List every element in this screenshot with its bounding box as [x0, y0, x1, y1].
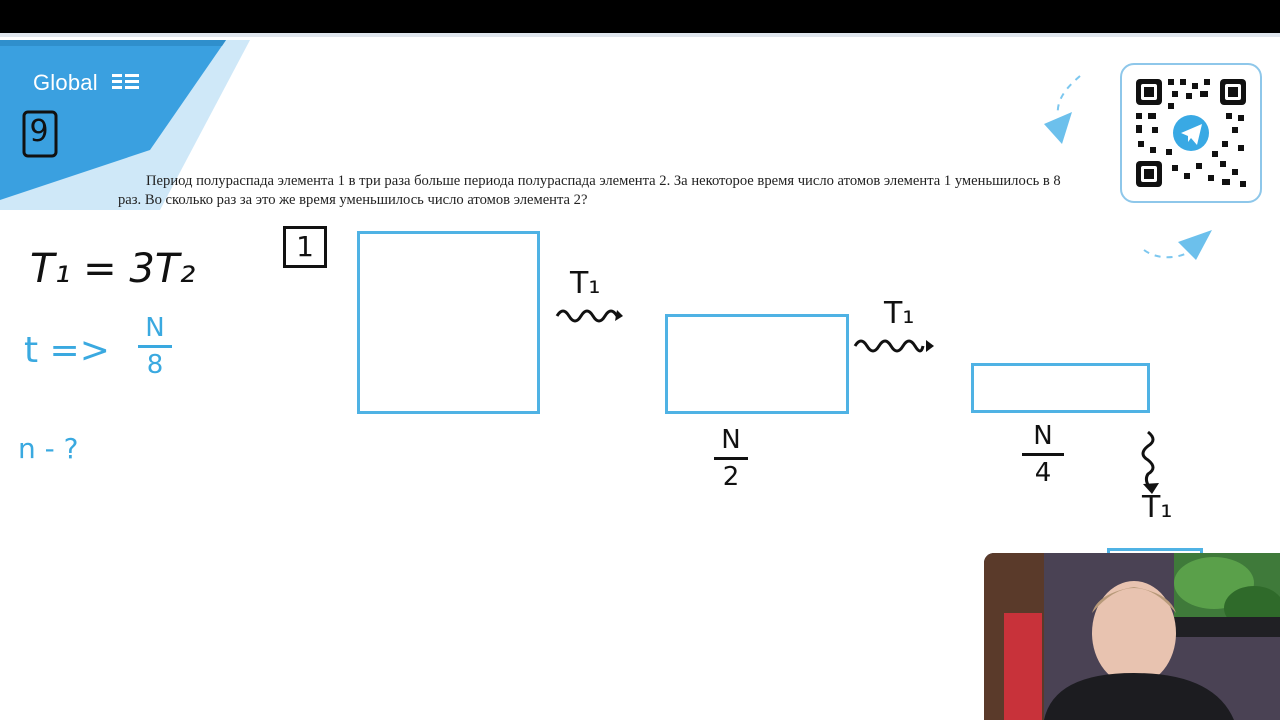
- fraction-half-denominator: 2: [722, 462, 740, 492]
- wavy-arrow-3: [1143, 432, 1153, 488]
- question-number: 9: [29, 114, 49, 149]
- arrow-head-1: [615, 310, 623, 321]
- problem-text: Период полураспада элемента 1 в три раза больше периода полураспада элемента 2. За некоторое время число атомов элемента 1 уменьшилось в 8 раз. Во сколько раз за это же время уменьшилось число атомов элемента 2?: [118, 173, 1061, 208]
- fraction-quarter-numerator: N: [1033, 421, 1053, 451]
- fraction-quarter-bar: [1022, 453, 1064, 456]
- time-fraction-numerator: N: [145, 313, 165, 343]
- fraction-half-bar: [714, 457, 748, 460]
- element-label: 1: [283, 226, 327, 268]
- arrow-label-2: T₁: [884, 296, 915, 331]
- arrow-label-3: T₁: [1142, 490, 1173, 525]
- fraction-half-numerator: N: [721, 425, 741, 455]
- arrow-head-2: [926, 340, 934, 352]
- time-fraction-denominator: 8: [146, 350, 164, 380]
- webcam-overlay: [984, 553, 1280, 720]
- webcam-feed: [984, 553, 1280, 720]
- wavy-arrow-1: [557, 311, 617, 321]
- fraction-half: [714, 426, 748, 491]
- arrow-label-1: T₁: [570, 266, 601, 301]
- given-relation: T₁ = 3T₂: [30, 246, 196, 292]
- fraction-quarter: [1022, 422, 1064, 487]
- fraction-quarter-denominator: 4: [1034, 458, 1052, 488]
- logo-text: Global: [33, 70, 98, 95]
- unknown-label: n - ?: [18, 432, 79, 465]
- time-label: t =>: [24, 330, 110, 371]
- wavy-arrow-2: [855, 341, 923, 351]
